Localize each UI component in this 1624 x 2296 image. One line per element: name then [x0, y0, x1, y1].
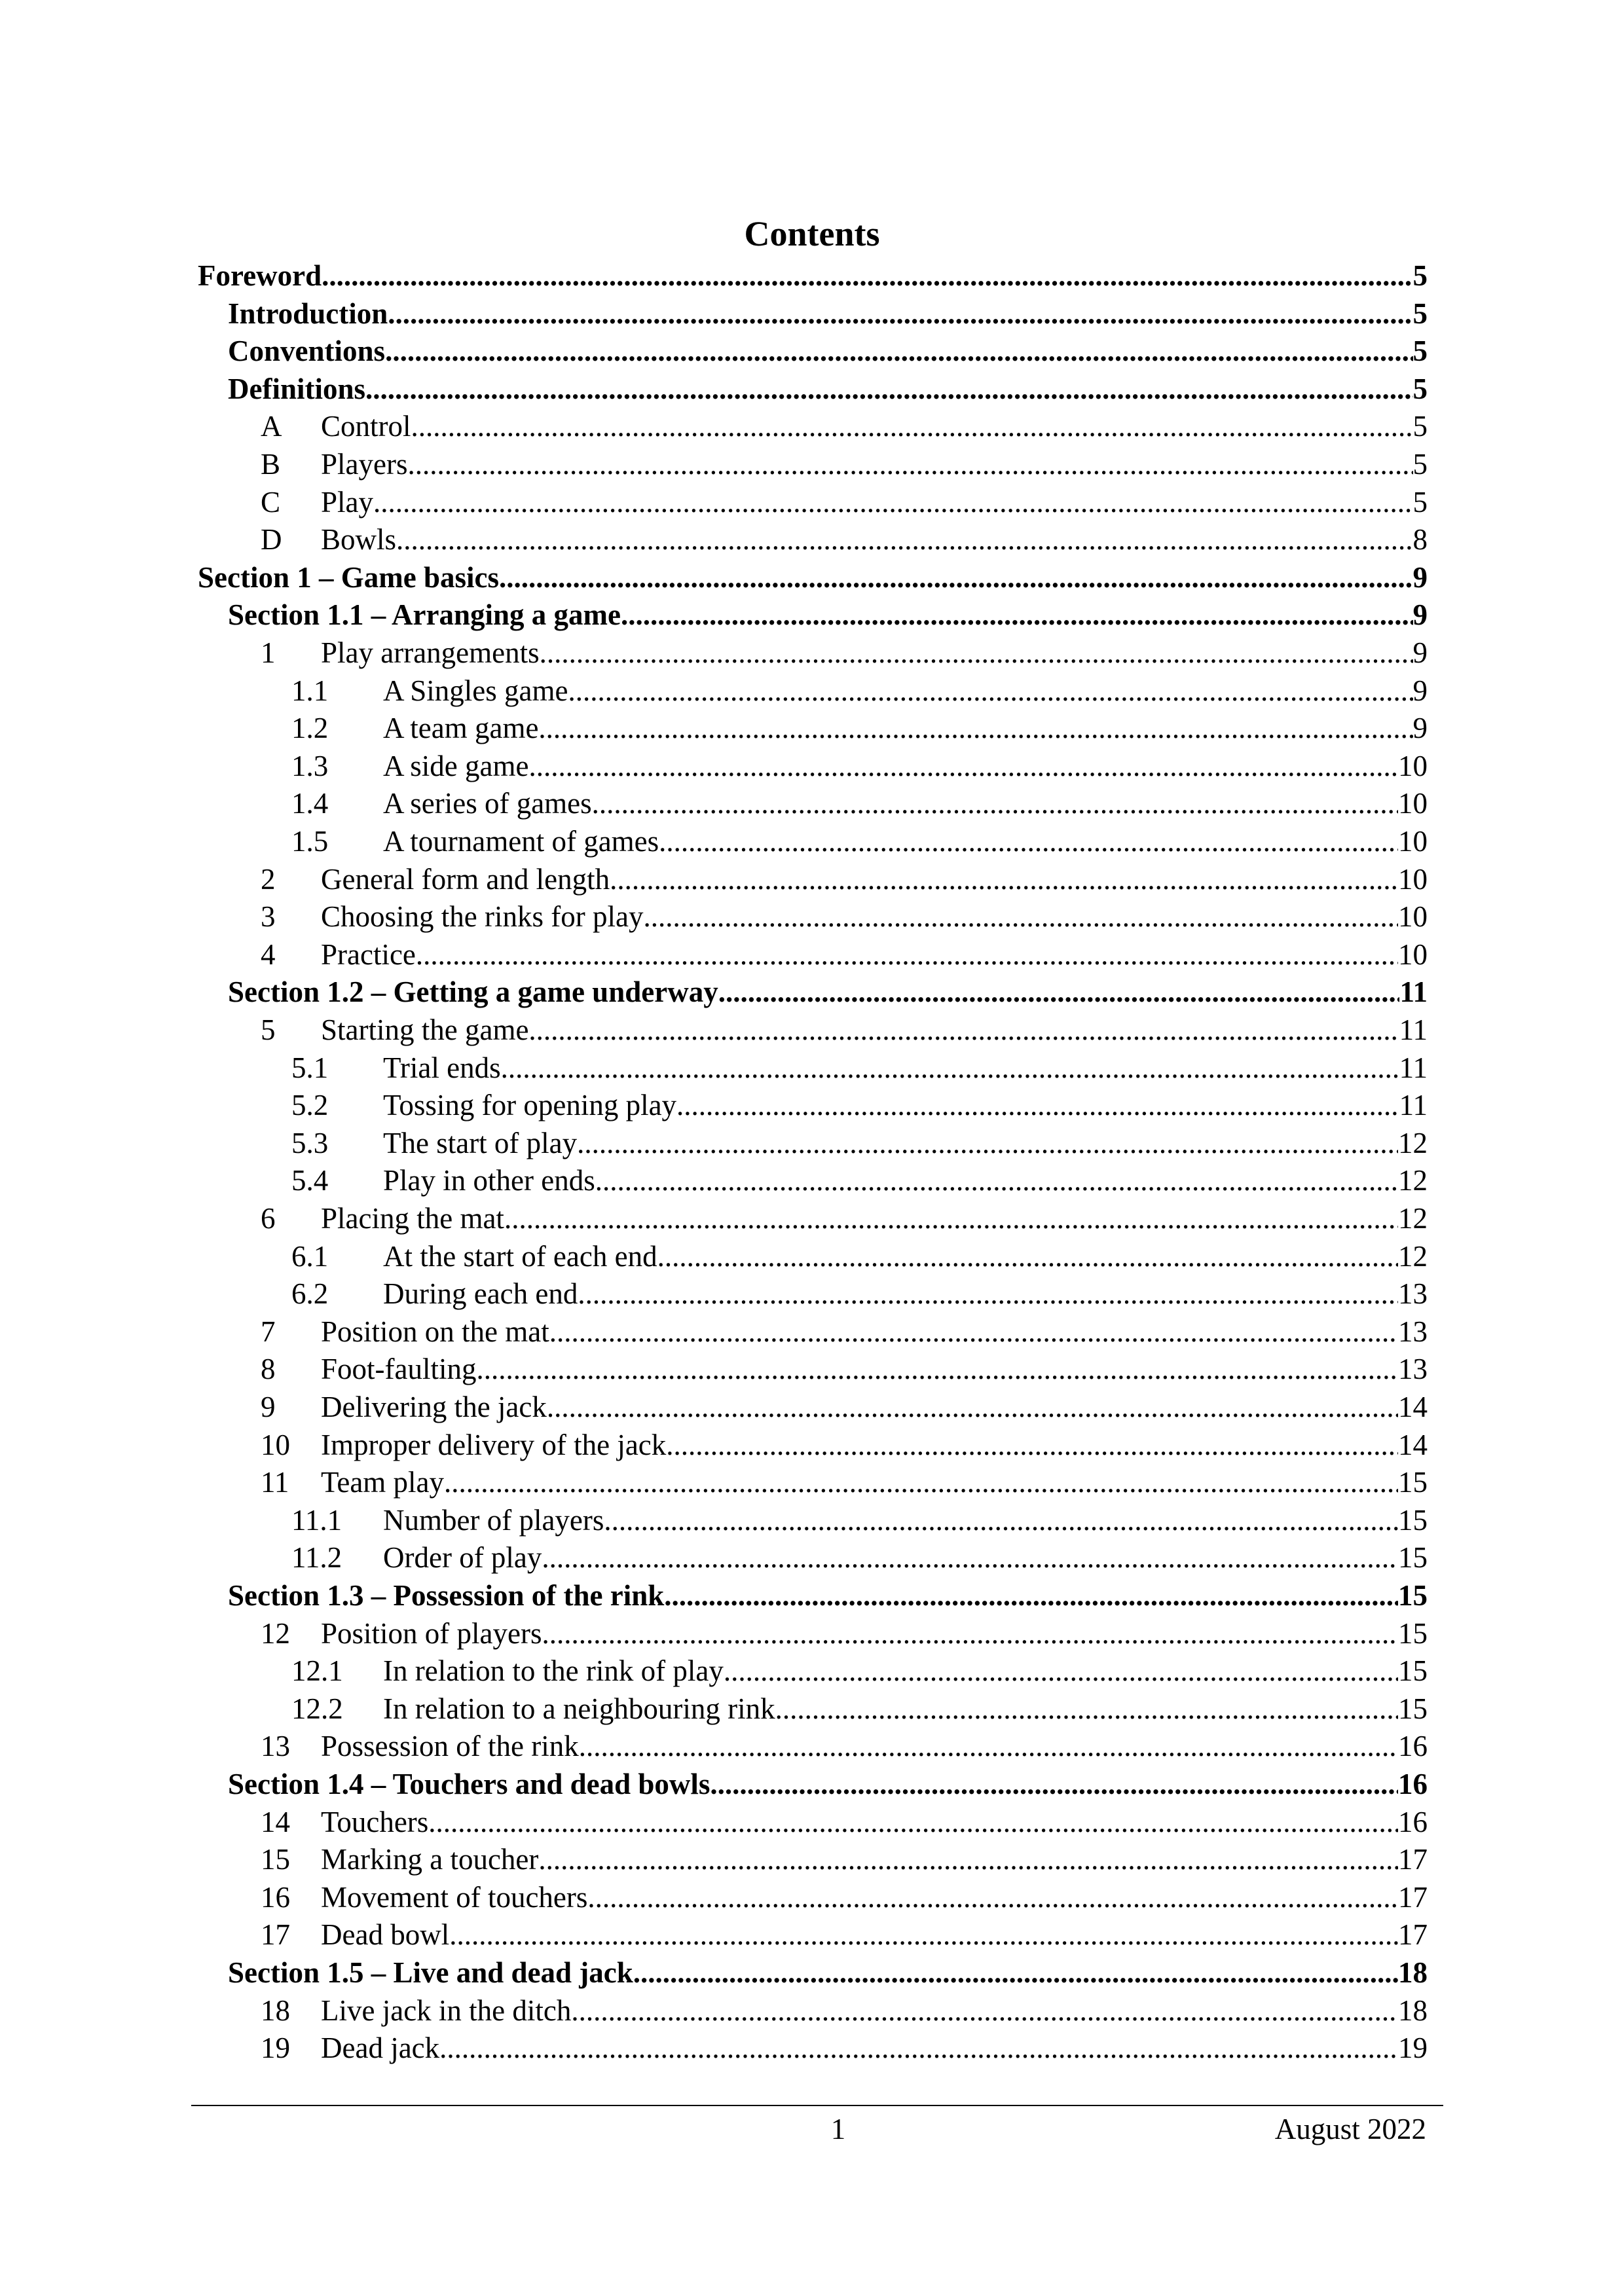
- dot-leader: [657, 1237, 1398, 1275]
- toc-entry-label: A side game: [383, 747, 528, 785]
- toc-entry-number: A: [261, 410, 282, 443]
- toc-entry-label: Play arrangements: [321, 634, 540, 672]
- toc-entry-page-number: 18: [1398, 1954, 1428, 1992]
- toc-entry-page-number: 14: [1398, 1388, 1428, 1426]
- dot-leader: [542, 1539, 1398, 1576]
- toc-entry-page-number: 19: [1398, 2029, 1428, 2067]
- toc-entry-label: Live jack in the ditch: [321, 1992, 571, 2030]
- toc-entry-label: Play in other ends: [383, 1161, 595, 1199]
- toc-entry-label: Play: [321, 483, 373, 521]
- dot-leader: [643, 898, 1398, 936]
- toc-entry-number: 17: [261, 1918, 290, 1952]
- toc-entry[interactable]: [0, 370, 1428, 408]
- dot-leader: [538, 1840, 1398, 1878]
- toc-entry-number: 8: [261, 1353, 276, 1386]
- toc-entry[interactable]: [0, 1161, 1428, 1199]
- dot-leader: [385, 332, 1412, 370]
- toc-entry-number: 5: [261, 1013, 276, 1046]
- toc-entry-number: 12.1: [291, 1654, 343, 1688]
- dot-leader: [724, 1652, 1398, 1690]
- toc-entry[interactable]: [0, 1614, 1428, 1652]
- dot-leader: [322, 257, 1412, 295]
- dot-leader: [542, 1614, 1398, 1652]
- toc-entry-number: 5.4: [291, 1164, 329, 1197]
- toc-entry[interactable]: [0, 1652, 1428, 1690]
- dot-leader: [501, 1049, 1399, 1087]
- toc-entry[interactable]: [0, 1992, 1428, 2030]
- dot-leader: [365, 370, 1412, 408]
- toc-entry[interactable]: [0, 1275, 1428, 1313]
- toc-entry[interactable]: [0, 1916, 1428, 1954]
- toc-entry-page-number: 13: [1398, 1313, 1428, 1351]
- toc-entry-page-number: 15: [1398, 1614, 1428, 1652]
- toc-entry[interactable]: [0, 1124, 1428, 1162]
- dot-leader: [538, 709, 1412, 747]
- toc-entry-label: Practice: [321, 936, 416, 974]
- toc-entry-number: 13: [261, 1730, 290, 1763]
- toc-entry-label: Bowls: [321, 520, 396, 558]
- toc-entry[interactable]: [0, 1463, 1428, 1501]
- toc-entry-label: Introduction: [228, 295, 388, 333]
- toc-entry-page-number: 15: [1398, 1501, 1428, 1539]
- toc-entry-number: 10: [261, 1428, 290, 1461]
- toc-entry-page-number: 12: [1398, 1199, 1428, 1237]
- toc-entry-label: Players: [321, 445, 407, 483]
- toc-entry-page-number: 10: [1398, 936, 1428, 974]
- dot-leader: [528, 747, 1398, 785]
- toc-entry-number: C: [261, 485, 281, 519]
- toc-entry[interactable]: [0, 1388, 1428, 1426]
- toc-entry-label: A tournament of games: [383, 822, 659, 860]
- toc-entry-page-number: 14: [1398, 1426, 1428, 1464]
- dot-leader: [499, 558, 1413, 596]
- toc-entry[interactable]: [0, 1011, 1428, 1049]
- toc-entry[interactable]: [0, 1878, 1428, 1916]
- toc-entry[interactable]: [0, 822, 1428, 860]
- toc-entry[interactable]: [0, 1501, 1428, 1539]
- toc-entry[interactable]: [0, 520, 1428, 558]
- toc-entry-label: Position of players: [321, 1614, 542, 1652]
- dot-leader: [710, 1765, 1398, 1803]
- toc-entry-page-number: 15: [1398, 1576, 1428, 1614]
- toc-entry-page-number: 5: [1413, 445, 1428, 483]
- toc-entry-label: Control: [321, 407, 411, 445]
- toc-entry[interactable]: [0, 407, 1428, 445]
- toc-entry-label: In relation to a neighbouring rink: [383, 1690, 775, 1728]
- toc-entry-number: 11.2: [291, 1541, 342, 1575]
- toc-entry-number: 1.3: [291, 749, 329, 782]
- dot-leader: [775, 1690, 1398, 1728]
- dot-leader: [579, 1727, 1398, 1765]
- toc-entry-number: 6.1: [291, 1239, 329, 1273]
- dot-leader: [577, 1124, 1398, 1162]
- dot-leader: [610, 860, 1398, 898]
- toc-entry[interactable]: [0, 1049, 1428, 1087]
- dot-leader: [664, 1576, 1398, 1614]
- dot-leader: [604, 1501, 1398, 1539]
- toc-entry[interactable]: [0, 1690, 1428, 1728]
- toc-entry[interactable]: [0, 257, 1428, 295]
- toc-entry-page-number: 17: [1398, 1916, 1428, 1954]
- footer-rule: [191, 2105, 1443, 2106]
- toc-entry-label: Section 1.1 – Arranging a game: [228, 596, 621, 634]
- toc-entry-number: 16: [261, 1880, 290, 1914]
- toc-entry-label: Delivering the jack: [321, 1388, 547, 1426]
- toc-entry[interactable]: [0, 596, 1428, 634]
- toc-entry-page-number: 5: [1413, 332, 1428, 370]
- toc-entry-number: 3: [261, 900, 276, 934]
- toc-entry-label: Starting the game: [321, 1011, 528, 1049]
- toc-entry-page-number: 10: [1398, 822, 1428, 860]
- toc-entry-page-number: 10: [1398, 747, 1428, 785]
- dot-leader: [449, 1916, 1398, 1954]
- toc-entry[interactable]: [0, 483, 1428, 521]
- toc-entry[interactable]: [0, 1237, 1428, 1275]
- dot-leader: [547, 1388, 1398, 1426]
- dot-leader: [676, 1086, 1399, 1124]
- toc-entry-number: 1: [261, 636, 276, 669]
- toc-entry-page-number: 5: [1413, 483, 1428, 521]
- toc-entry-page-number: 12: [1398, 1237, 1428, 1275]
- toc-entry-label: Section 1.2 – Getting a game underway: [228, 973, 718, 1011]
- toc-entry-label: Number of players: [383, 1501, 604, 1539]
- dot-leader: [659, 822, 1398, 860]
- toc-entry-number: 5.3: [291, 1126, 329, 1159]
- toc-entry[interactable]: [0, 634, 1428, 672]
- dot-leader: [411, 407, 1413, 445]
- page-title: Contents: [744, 214, 880, 253]
- toc-entry-page-number: 5: [1413, 370, 1428, 408]
- toc-entry[interactable]: [0, 1803, 1428, 1841]
- toc-entry-label: Foot-faulting: [321, 1350, 476, 1388]
- toc-entry[interactable]: [0, 860, 1428, 898]
- dot-leader: [718, 973, 1400, 1011]
- toc-entry-number: 4: [261, 938, 276, 971]
- toc-entry-page-number: 15: [1398, 1463, 1428, 1501]
- toc-entry-label: Definitions: [228, 370, 365, 408]
- dot-leader: [439, 2029, 1398, 2067]
- toc-entry[interactable]: [0, 332, 1428, 370]
- toc-entry-label: In relation to the rink of play: [383, 1652, 724, 1690]
- toc-entry-page-number: 16: [1398, 1765, 1428, 1803]
- toc-entry-page-number: 9: [1413, 709, 1428, 747]
- toc-entry-label: Dead bowl: [321, 1916, 449, 1954]
- toc-entry-label: Placing the mat: [321, 1199, 504, 1237]
- dot-leader: [388, 295, 1412, 333]
- toc-entry-page-number: 9: [1413, 672, 1428, 710]
- toc-entry-page-number: 8: [1413, 520, 1428, 558]
- toc-entry-label: A Singles game: [383, 672, 568, 710]
- toc-entry-number: 2: [261, 862, 276, 896]
- toc-entry-page-number: 15: [1398, 1539, 1428, 1576]
- toc-entry-page-number: 9: [1413, 596, 1428, 634]
- dot-leader: [373, 483, 1412, 521]
- toc-entry-page-number: 10: [1398, 860, 1428, 898]
- toc-entry-label: A series of games: [383, 784, 592, 822]
- dot-leader: [633, 1954, 1398, 1992]
- toc-entry[interactable]: [0, 1840, 1428, 1878]
- toc-entry-label: Movement of touchers: [321, 1878, 587, 1916]
- dot-leader: [595, 1161, 1398, 1199]
- toc-entry-number: 1.2: [291, 712, 329, 745]
- toc-entry-label: A team game: [383, 709, 538, 747]
- toc-entry[interactable]: [0, 936, 1428, 974]
- toc-entry-page-number: 17: [1398, 1840, 1428, 1878]
- footer-page-number: 1: [830, 2113, 846, 2145]
- toc-entry-page-number: 15: [1398, 1652, 1428, 1690]
- toc-entry[interactable]: [0, 1426, 1428, 1464]
- toc-entry[interactable]: [0, 1727, 1428, 1765]
- toc-entry-label: At the start of each end: [383, 1237, 657, 1275]
- toc-entry-page-number: 9: [1413, 634, 1428, 672]
- toc-entry-number: 19: [261, 2032, 290, 2065]
- toc-entry-page-number: 5: [1413, 257, 1428, 295]
- toc-entry[interactable]: [0, 1954, 1428, 1992]
- toc-entry-number: B: [261, 448, 281, 481]
- dot-leader: [407, 445, 1412, 483]
- toc-entry-number: 18: [261, 1994, 290, 2027]
- toc-entry[interactable]: [0, 558, 1428, 596]
- dot-leader: [621, 596, 1413, 634]
- toc-entry-label: Section 1 – Game basics: [198, 558, 499, 596]
- toc-entry-page-number: 18: [1398, 1992, 1428, 2030]
- toc-entry-label: Section 1.5 – Live and dead jack: [228, 1954, 633, 1992]
- toc-entry-number: 1.4: [291, 787, 329, 820]
- toc-entry-label: Choosing the rinks for play: [321, 898, 643, 936]
- dot-leader: [568, 672, 1412, 710]
- toc-entry-number: 6.2: [291, 1277, 329, 1311]
- toc-entry-label: Section 1.3 – Possession of the rink: [228, 1576, 664, 1614]
- toc-entry-label: Section 1.4 – Touchers and dead bowls: [228, 1765, 710, 1803]
- toc-entry-page-number: 13: [1398, 1275, 1428, 1313]
- toc-entry[interactable]: [0, 1539, 1428, 1576]
- toc-entry-page-number: 16: [1398, 1727, 1428, 1765]
- toc-entry[interactable]: [0, 445, 1428, 483]
- toc-entry-page-number: 9: [1413, 558, 1428, 596]
- toc-entry-label: Position on the mat: [321, 1313, 549, 1351]
- dot-leader: [549, 1313, 1398, 1351]
- toc-entry-label: During each end: [383, 1275, 578, 1313]
- toc-entry-number: 5.2: [291, 1089, 329, 1122]
- toc-entry-page-number: 11: [1399, 1011, 1428, 1049]
- toc-entry-number: D: [261, 523, 282, 556]
- dot-leader: [666, 1426, 1398, 1464]
- toc-entry-label: Order of play: [383, 1539, 542, 1576]
- toc-entry-number: 11.1: [291, 1503, 342, 1537]
- dot-leader: [428, 1803, 1398, 1841]
- toc-entry-label: Team play: [321, 1463, 444, 1501]
- dot-leader: [396, 520, 1412, 558]
- toc-entry[interactable]: [0, 672, 1428, 710]
- toc-entry[interactable]: [0, 973, 1428, 1011]
- toc-entry[interactable]: [0, 1086, 1428, 1124]
- toc-entry-number: 12: [261, 1616, 290, 1650]
- toc-entry-page-number: 13: [1398, 1350, 1428, 1388]
- toc-entry-page-number: 16: [1398, 1803, 1428, 1841]
- toc-entry[interactable]: [0, 784, 1428, 822]
- toc-entry-label: Conventions: [228, 332, 385, 370]
- footer-date: August 2022: [1274, 2113, 1426, 2145]
- toc-entry[interactable]: [0, 1576, 1428, 1614]
- toc-entry[interactable]: [0, 295, 1428, 333]
- toc-entry-label: Improper delivery of the jack: [321, 1426, 666, 1464]
- toc-entry-page-number: 15: [1398, 1690, 1428, 1728]
- toc-entry[interactable]: [0, 2029, 1428, 2067]
- dot-leader: [476, 1350, 1398, 1388]
- toc-entry-number: 6: [261, 1202, 276, 1235]
- toc-entry-page-number: 5: [1413, 295, 1428, 333]
- dot-leader: [587, 1878, 1398, 1916]
- toc-entry-label: Marking a toucher: [321, 1840, 538, 1878]
- toc-entry[interactable]: [0, 1199, 1428, 1237]
- toc-entry[interactable]: [0, 747, 1428, 785]
- toc-entry-page-number: 10: [1398, 784, 1428, 822]
- toc-entry-number: 11: [261, 1466, 289, 1499]
- toc-entry-number: 14: [261, 1805, 290, 1838]
- toc-entry-page-number: 17: [1398, 1878, 1428, 1916]
- toc-entry-label: The start of play: [383, 1124, 577, 1162]
- toc-entry[interactable]: [0, 898, 1428, 936]
- toc-entry-number: 12.2: [291, 1692, 343, 1725]
- toc-entry-page-number: 12: [1398, 1161, 1428, 1199]
- toc-entry-number: 15: [261, 1843, 290, 1876]
- toc-entry-page-number: 11: [1399, 973, 1428, 1011]
- toc-entry-number: 7: [261, 1315, 276, 1348]
- toc-entry-label: Touchers: [321, 1803, 428, 1841]
- toc-entry-number: 1.1: [291, 674, 329, 707]
- toc-entry[interactable]: [0, 1313, 1428, 1351]
- dot-leader: [504, 1199, 1398, 1237]
- toc-entry-page-number: 12: [1398, 1124, 1428, 1162]
- toc-entry-label: Trial ends: [383, 1049, 501, 1087]
- toc-entry[interactable]: [0, 1765, 1428, 1803]
- dot-leader: [571, 1992, 1398, 2030]
- toc-entry-label: Dead jack: [321, 2029, 439, 2067]
- toc-entry-page-number: 5: [1413, 407, 1428, 445]
- toc-entry-number: 9: [261, 1391, 276, 1423]
- toc-entry-label: Possession of the rink: [321, 1727, 579, 1765]
- dot-leader: [578, 1275, 1398, 1313]
- toc-entry-page-number: 10: [1398, 898, 1428, 936]
- dot-leader: [592, 784, 1398, 822]
- toc-entry-number: 1.5: [291, 825, 329, 858]
- toc-entry-number: 5.1: [291, 1051, 329, 1084]
- toc-entry[interactable]: [0, 1350, 1428, 1388]
- dot-leader: [416, 936, 1398, 974]
- toc-entry-page-number: 11: [1399, 1049, 1428, 1087]
- dot-leader: [540, 634, 1413, 672]
- toc-entry-label: General form and length: [321, 860, 610, 898]
- dot-leader: [528, 1011, 1399, 1049]
- toc-entry-page-number: 11: [1399, 1086, 1428, 1124]
- toc-entry[interactable]: [0, 709, 1428, 747]
- dot-leader: [444, 1463, 1398, 1501]
- toc-entry-label: Tossing for opening play: [383, 1086, 676, 1124]
- toc-entry-label: Foreword: [198, 257, 322, 295]
